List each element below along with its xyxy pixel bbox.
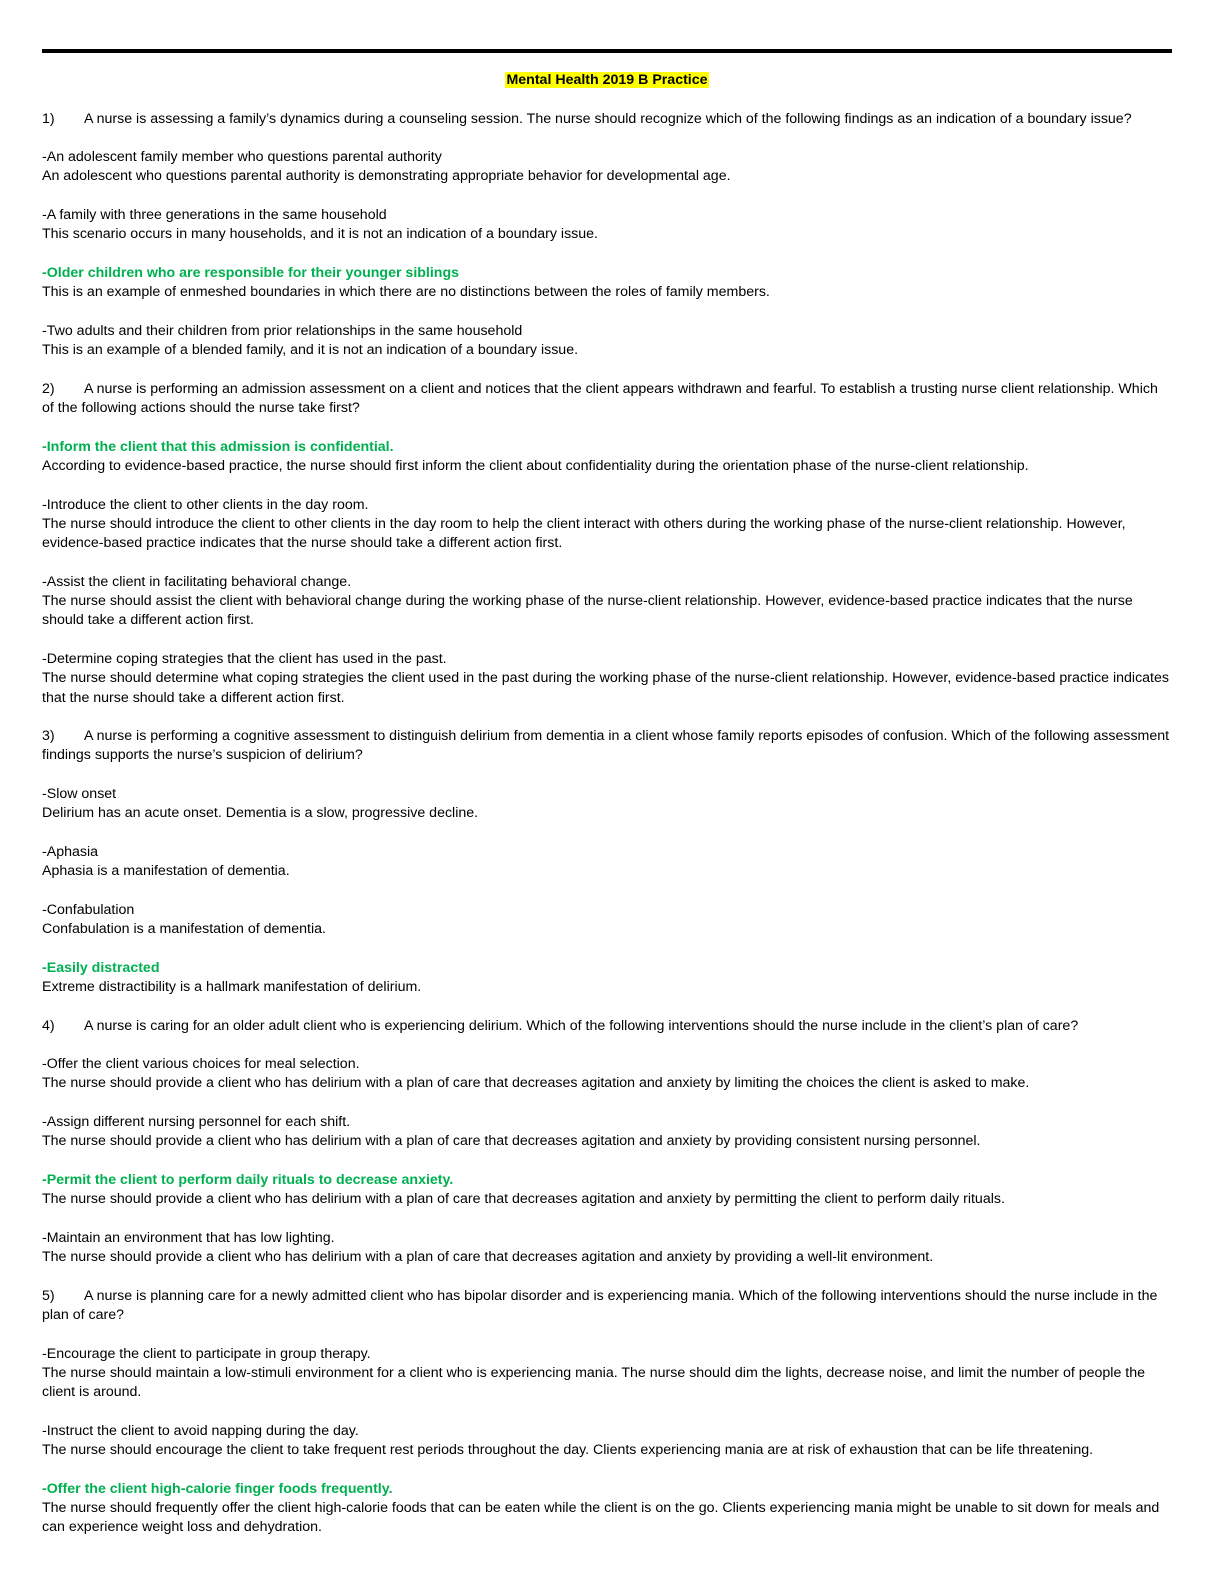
answer-option: -Offer the client various choices for meal selection. (42, 1056, 360, 1073)
question-number: 2) (42, 380, 55, 397)
answer-option: -Slow onset (42, 785, 117, 802)
answer-option: -Determine coping strategies that the client has used in the past. (42, 650, 447, 667)
answer-rationale: The nurse should frequently offer the client high-calorie foods that can be eaten while the client is on the go. Clients experiencing mania might be unable to sit down for meals and can experience weight loss and dehydration. (42, 1499, 1160, 1536)
question-text: A nurse is caring for an older adult client who is experiencing delirium. Which of the following interventions should the nurse include in the client’s plan of care? (84, 1017, 1079, 1034)
answer-rationale: The nurse should introduce the client to other clients in the day room to help the client interact with others during the working phase of the nurse-client relationship. However, evidence-based practice indicates that the nurse should take a different action first. (42, 515, 1126, 552)
question-text: A nurse is performing a cognitive assessment to distinguish delirium from dementia in a client whose family reports episodes of confusion. Which of the following assessment findings supports the nurse’s suspicion of delirium? (42, 728, 1170, 764)
answer-rationale: The nurse should encourage the client to take frequent rest periods throughout the day. Clients experiencing mania are at risk of exhaustion that can be life threatening. (42, 1442, 1094, 1459)
answer-option: -Aphasia (42, 843, 98, 860)
answer-rationale: The nurse should provide a client who has delirium with a plan of care that decreases agitation and anxiety by permitting the client to perform daily rituals. (42, 1191, 1005, 1208)
answer-option: -Assign different nursing personnel for each shift. (42, 1114, 351, 1131)
answer-rationale: The nurse should maintain a low-stimuli environment for a client who is experiencing mania. The nurse should dim the lights, decrease noise, and limit the number of people the client is around. (42, 1364, 1146, 1401)
question-stem (42, 1287, 1172, 1326)
answer-option: -Assist the client in facilitating behavioral change. (42, 573, 352, 590)
question-number: 3) (42, 728, 55, 745)
document-title: Mental Health 2019 B Practice (506, 72, 708, 88)
answer-rationale: The nurse should provide a client who has delirium with a plan of care that decreases agitation and anxiety by limiting the choices the client is asked to make. (42, 1075, 1030, 1092)
question-stem (42, 727, 1172, 766)
answer-option: -Introduce the client to other clients in the day room. (42, 496, 369, 513)
question-stem (42, 380, 1172, 419)
answer-rationale: This is an example of a blended family, and it is not an indication of a boundary issue. (42, 342, 579, 359)
question-stem (42, 110, 1172, 129)
answer-option: -An adolescent family member who questions parental authority (42, 149, 442, 166)
answer-rationale: The nurse should assist the client with behavioral change during the working phase of the nurse-client relationship. However, evidence-based practice indicates that the nurse should take a different action first. (42, 593, 1133, 629)
correct-answer-option: -Easily distracted (42, 959, 160, 976)
correct-answer-option: -Older children who are responsible for their younger siblings (42, 264, 460, 281)
document-body (42, 71, 1172, 1557)
question-text: A nurse is planning care for a newly admitted client who has bipolar disorder and is experiencing mania. Which of the following interventions should the nurse include in the plan of care? (42, 1287, 1158, 1323)
answer-rationale: Confabulation is a manifestation of dementia. (42, 921, 326, 938)
question-text: A nurse is performing an admission assessment on a client and notices that the client appears withdrawn and fearful. To establish a trusting nurse client relationship. Which of the following actions should the nurse take first? (42, 380, 1158, 417)
answer-rationale: The nurse should provide a client who has delirium with a plan of care that decreases agitation and anxiety by providing consistent nursing personnel. (42, 1133, 981, 1150)
answer-rationale: This scenario occurs in many households, and it is not an indication of a boundary issue. (42, 226, 598, 243)
answer-option: -Confabulation (42, 901, 135, 918)
correct-answer-option: -Inform the client that this admission is confidential. (42, 438, 394, 455)
answer-rationale: Extreme distractibility is a hallmark manifestation of delirium. (42, 978, 422, 995)
answer-option: -Instruct the client to avoid napping during the day. (42, 1422, 359, 1439)
question-list (42, 110, 1172, 1557)
correct-answer-option: -Offer the client high-calorie finger foods frequently. (42, 1480, 393, 1497)
question-number: 5) (42, 1287, 55, 1304)
question-number: 4) (42, 1017, 55, 1034)
answer-option: -Two adults and their children from prior relationships in the same household (42, 322, 523, 339)
answer-rationale: The nurse should determine what coping strategies the client used in the past during the working phase of the nurse-client relationship. However, evidence-based practice indicates that the nurse should take a different action first. (42, 670, 1169, 706)
correct-answer-option: -Permit the client to perform daily rituals to decrease anxiety. (42, 1171, 454, 1188)
question-stem (42, 1017, 1172, 1036)
answer-rationale: This is an example of enmeshed boundaries in which there are no distinctions between the roles of family members. (42, 284, 770, 301)
answer-option: -A family with three generations in the same household (42, 207, 387, 224)
answer-rationale: Aphasia is a manifestation of dementia. (42, 863, 290, 880)
question-text: A nurse is assessing a family’s dynamics during a counseling session. The nurse should recognize which of the following findings as an indication of a boundary issue? (84, 110, 1132, 127)
answer-rationale: The nurse should provide a client who has delirium with a plan of care that decreases agitation and anxiety by providing a well-lit environment. (42, 1249, 934, 1266)
question-number: 1) (42, 110, 55, 127)
answer-rationale: According to evidence-based practice, the nurse should first inform the client about confidentiality during the orientation phase of the nurse-client relationship. (42, 457, 1029, 474)
answer-option: -Encourage the client to participate in group therapy. (42, 1345, 371, 1362)
answer-rationale: Delirium has an acute onset. Dementia is a slow, progressive decline. (42, 805, 479, 822)
answer-option: -Maintain an environment that has low lighting. (42, 1229, 335, 1246)
header-rule (42, 49, 1172, 53)
answer-rationale: An adolescent who questions parental authority is demonstrating appropriate behavior for developmental age. (42, 168, 731, 185)
